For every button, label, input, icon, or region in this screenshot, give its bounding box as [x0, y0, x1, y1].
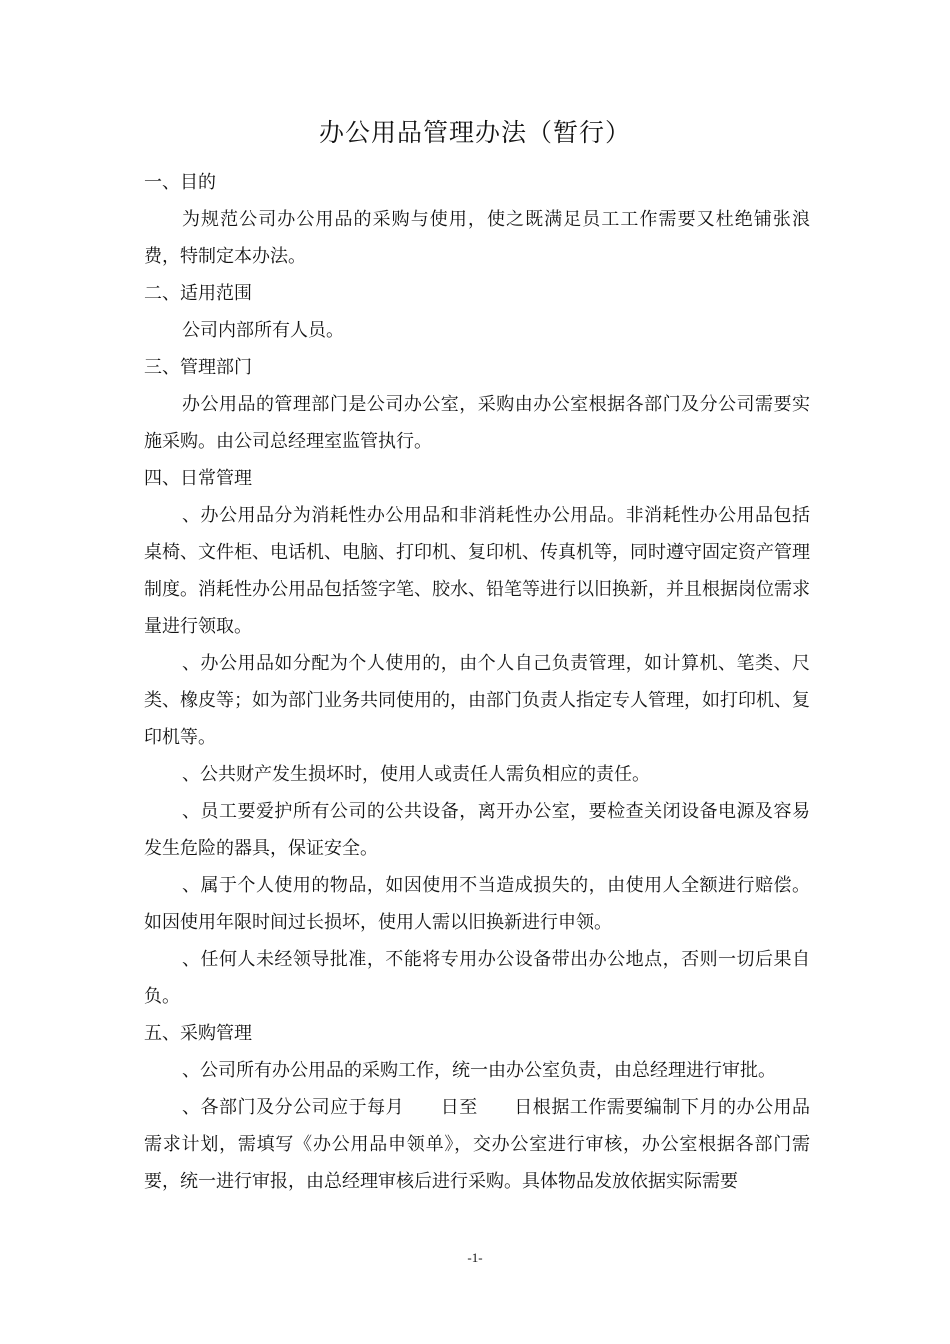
- section-heading-procurement: 五、采购管理: [144, 1023, 252, 1044]
- daily-management-item-2: 、办公用品如分配为个人使用的，由个人自己负责管理，如计算机、笔类、尺类、橡皮等；如为部门业务共同使用的，由部门负责人指定专人管理，如打印机、复印机等。: [144, 653, 810, 748]
- section-heading-department: 三、管理部门: [144, 357, 252, 378]
- section-text-purpose: 为规范公司办公用品的采购与使用，使之既满足员工工作需要又杜绝铺张浪费，特制定本办法。: [144, 209, 810, 267]
- procurement-item-2-part-3: 日根据工作需要编制下月的办公用品需求计划，需填写《办公用品申领单》，交办公室进行审核，办公室根据各部门需要，统一进行审报，由总经理审核后进行采购。具体物品发放依据实际需要: [144, 1097, 811, 1192]
- section-heading-scope: 二、适用范围: [144, 283, 252, 304]
- procurement-item-2-part-2: 日至: [440, 1097, 478, 1118]
- daily-management-item-4: 、员工要爱护所有公司的公共设备，离开办公室，要检查关闭设备电源及容易发生危险的器具，保证安全。: [144, 801, 810, 859]
- section-heading-purpose: 一、目的: [144, 172, 216, 193]
- section-text-department: 办公用品的管理部门是公司办公室，采购由办公室根据各部门及分公司需要实施采购。由公司总经理室监管执行。: [144, 394, 810, 452]
- daily-management-item-6: 、任何人未经领导批准，不能将专用办公设备带出办公地点，否则一切后果自负。: [144, 949, 810, 1007]
- daily-management-item-5: 、属于个人使用的物品，如因使用不当造成损失的，由使用人全额进行赔偿。如因使用年限时间过长损坏，使用人需以旧换新进行申领。: [144, 875, 810, 933]
- section-heading-daily-management: 四、日常管理: [144, 468, 252, 489]
- document-title: 办公用品管理办法（暂行）: [318, 118, 631, 147]
- daily-management-item-1: 、办公用品分为消耗性办公用品和非消耗性办公用品。非消耗性办公用品包括桌椅、文件柜、电话机、电脑、打印机、复印机、传真机等，同时遵守固定资产管理制度。消耗性办公用品包括签字笔、胶水、铅笔等进行以旧换新，并且根据岗位需求量进行领取。: [144, 505, 810, 637]
- procurement-item-1: 、公司所有办公用品的采购工作，统一由办公室负责，由总经理进行审批。: [182, 1060, 776, 1081]
- section-text-scope: 公司内部所有人员。: [182, 320, 344, 341]
- procurement-item-2-part-1: 、各部门及分公司应于每月: [182, 1097, 405, 1118]
- document-body: [144, 164, 810, 1200]
- page-number: -1-: [467, 1250, 483, 1265]
- procurement-item-2: [144, 1089, 810, 1200]
- daily-management-item-3: 、公共财产发生损坏时，使用人或责任人需负相应的责任。: [182, 764, 650, 785]
